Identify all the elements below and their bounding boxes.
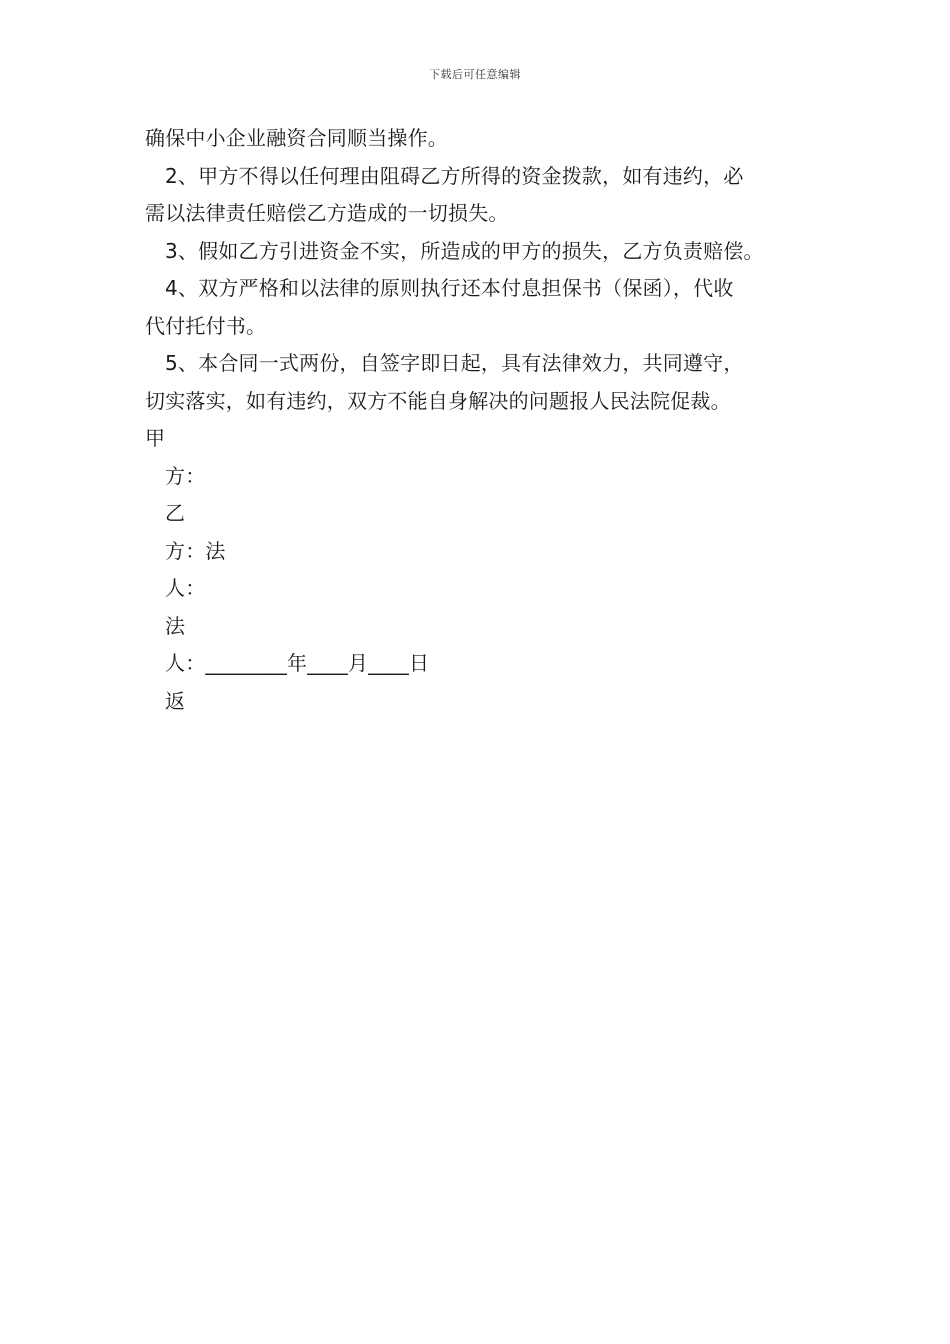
date-line: 人：________年____月____日 [165,651,430,675]
legal-rep-label: 法 [165,613,186,638]
contract-body [145,120,815,720]
party-b-field: 方：法 [165,538,226,563]
legal-rep-field: 人： [165,576,206,600]
contract-clause-5: 5、本合同一式两份，自签字即日起，具有法律效力，共同遵守， [165,351,744,375]
contract-line: 确保中小企业融资合同顺当操作。 [145,126,448,150]
contract-clause-3: 3、假如乙方引进资金不实，所造成的甲方的损失，乙方负责赔偿。 [165,238,764,263]
back-text: 返 [165,688,186,713]
party-a-label: 甲 [145,426,166,450]
party-a-field: 方： [165,463,206,488]
contract-line: 需以法律责任赔偿乙方造成的一切损失。 [145,201,509,225]
contract-line: 代付托付书。 [145,313,267,338]
party-b-label: 乙 [165,501,186,525]
contract-line: 切实落实，如有违约，双方不能自身解决的问题报人民法院促裁。 [145,388,731,413]
page-header: 下载后可任意编辑 [429,68,521,81]
contract-clause-4: 4、双方严格和以法律的原则执行还本付息担保书（保函），代收 [165,276,734,300]
contract-clause-2: 2、甲方不得以任何理由阻碍乙方所得的资金拨款，如有违约，必 [165,163,744,188]
